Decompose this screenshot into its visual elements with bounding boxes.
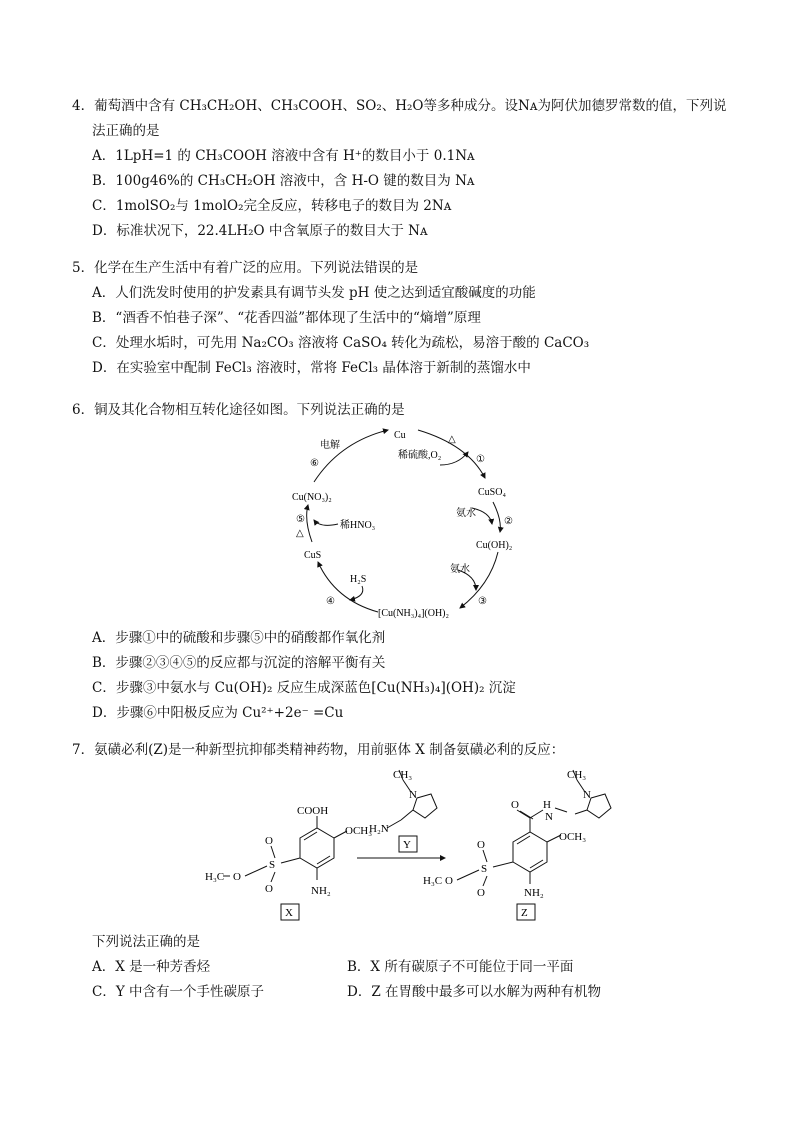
step-5: ⑤ [296, 514, 305, 525]
stem-text: 等多种成分。设 [423, 98, 518, 114]
question-7 [72, 738, 732, 763]
x-o-ester: O [233, 871, 241, 883]
reagent-2: 氨水 [456, 508, 476, 519]
x-och3: OCH₃ [345, 825, 373, 837]
option-d: D．在实验室中配制 FeCl₃ 溶液时，常将 FeCl₃ 晶体溶于新制的蒸馏水中 [92, 360, 531, 376]
question-7-options [72, 930, 732, 1005]
species-cus: CuS [304, 550, 322, 561]
z-ch3: CH₃ [567, 769, 587, 781]
option-b: B．“酒香不怕巷子深”、“花香四溢”都体现了生活中的“熵增”原理 [92, 310, 481, 326]
question-number: 6． [72, 402, 95, 418]
stem-text: 铜及其化合物相互转化途径如图。下列说法正确的是 [94, 402, 405, 418]
reagent-5: 稀HNO₃ [340, 520, 376, 531]
step-4: ④ [326, 596, 335, 607]
z-nh2: NH₂ [524, 887, 544, 899]
option-c: C．1molSO₂与 1molO₂完全反应，转移电子的数目为 2Nᴀ [92, 198, 452, 214]
z-s: S [481, 863, 488, 875]
question-number: 7． [72, 742, 95, 758]
y-ch3: CH₃ [393, 769, 413, 781]
molecule-x [223, 816, 347, 882]
species-complex: [Cu(NH₃)₄](OH)₂ [378, 608, 449, 619]
label-x: X [285, 907, 293, 919]
reaction-scheme [205, 768, 645, 928]
label-z: Z [521, 907, 528, 919]
reagent-arrow-1 [440, 452, 468, 465]
species-cuso4: CuSO₄ [478, 487, 506, 498]
step-2: ② [504, 516, 513, 527]
question-4 [72, 94, 732, 244]
x-o-bottom: O [265, 883, 273, 895]
x-cooh: COOH [297, 805, 329, 817]
step-1: ① [476, 454, 485, 465]
x-o-top: O [265, 835, 273, 847]
option-b: B．X 所有碳原子不可能位于同一平面 [347, 959, 574, 975]
question-4-stem [72, 94, 732, 119]
question-7-stem [72, 738, 732, 763]
z-o-top: O [477, 839, 485, 851]
options-row-1 [72, 955, 732, 980]
question-5-stem [72, 256, 732, 281]
z-n-amide: N [545, 811, 553, 823]
label-y: Y [403, 839, 411, 851]
heat-symbol-1: △ [448, 434, 456, 445]
species-cuoh2: Cu(OH)₂ [476, 540, 513, 551]
arrow-6 [314, 430, 388, 482]
option-d: D．步骤⑥中阳极反应为 Cu²⁺+2e⁻ =Cu [92, 705, 344, 721]
x-h3c: H₃C [205, 871, 225, 883]
option-a: A．1LpH=1 的 CH₃COOH 溶液中含有 H⁺的数目小于 0.1Nᴀ [92, 148, 475, 164]
option-b: B．100g46%的 CH₃CH₂OH 溶液中，含 H-O 键的数目为 Nᴀ [92, 173, 475, 189]
y-h2n: H₂N [369, 823, 389, 835]
reagent-6: 电解 [320, 440, 340, 451]
option-d: D．标准状况下，22.4LH₂O 中含氧原子的数目大于 Nᴀ [92, 223, 428, 239]
option-b: B．步骤②③④⑤的反应都与沉淀的溶解平衡有关 [92, 655, 386, 671]
species-cu: Cu [394, 430, 406, 441]
stem-text: 为阿伏加德罗常数的值，下列说 [537, 98, 727, 114]
question-7-followup: 下列说法正确的是 [92, 934, 200, 950]
species-cuno32: Cu(NO₃)₂ [292, 492, 332, 503]
option-d: D．Z 在胃酸中最多可以水解为两种有机物 [347, 984, 601, 1000]
y-n: N [409, 789, 417, 801]
arrow-5 [307, 505, 312, 542]
reagent-arrow-4 [350, 586, 363, 600]
z-o-ester: O [445, 875, 453, 887]
z-n-ring: N [583, 789, 591, 801]
reagent-arrow-5 [314, 520, 338, 525]
step-6: ⑥ [310, 458, 319, 469]
stem-text: 葡萄酒中含有 [94, 98, 176, 114]
step-3: ③ [478, 596, 487, 607]
option-a: A．人们洗发时使用的护发素具有调节头发 pH 使之达到适宜酸碱度的功能 [92, 285, 536, 301]
z-h: H [543, 799, 551, 811]
z-o-bottom: O [477, 887, 485, 899]
formula-list: CH₃CH₂OH、CH₃COOH、SO₂、H₂O [179, 98, 424, 114]
question-number: 5． [72, 260, 95, 276]
z-o: O [511, 799, 519, 811]
x-s: S [269, 859, 276, 871]
option-c: C．Y 中含有一个手性碳原子 [92, 984, 265, 1000]
option-a: A．步骤①中的硫酸和步骤⑤中的硝酸都作氧化剂 [92, 630, 386, 646]
reagent-3: 氨水 [450, 564, 470, 575]
arrow-2 [493, 502, 500, 532]
question-number: 4． [72, 98, 95, 114]
avogadro-symbol: Nᴀ [518, 98, 538, 114]
x-nh2: NH₂ [311, 885, 331, 897]
question-5 [72, 256, 732, 381]
z-h3c: H₃C [423, 875, 443, 887]
z-och3: OCH₃ [559, 831, 587, 843]
stem-text: 化学在生产生活中有着广泛的应用。下列说法错误的是 [94, 260, 419, 276]
option-c: C．处理水垢时，可先用 Na₂CO₃ 溶液将 CaSO₄ 转化为疏松，易溶于酸的 CaCO₃ [92, 335, 590, 351]
reagent-1: 稀硫酸,O₂ [398, 450, 442, 461]
options-row-2 [72, 980, 732, 1005]
reagent-4: H₂S [350, 574, 367, 585]
heat-symbol-5: △ [296, 528, 304, 539]
question-6-options [72, 626, 732, 726]
option-c: C．步骤③中氨水与 Cu(OH)₂ 反应生成深蓝色[Cu(NH₃)₄](OH)₂ 沉淀 [92, 680, 516, 696]
stem-text: 氨磺必利(Z)是一种新型抗抑郁类精神药物，用前驱体 X 制备氨磺必利的反应： [94, 742, 565, 758]
copper-cycle-diagram [280, 420, 520, 625]
option-a: A．X 是一种芳香烃 [92, 959, 211, 975]
question-4-stem-cont: 法正确的是 [92, 123, 160, 139]
